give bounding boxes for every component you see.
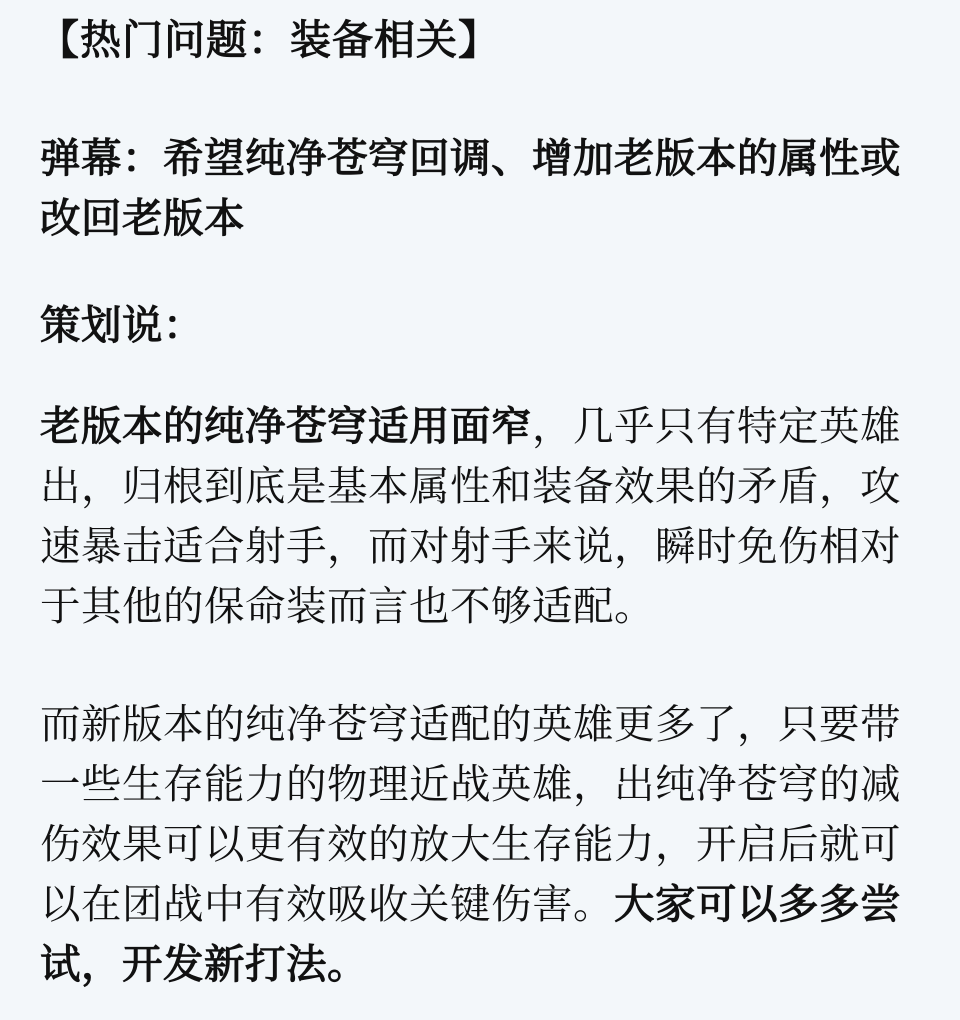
answer-paragraph-2 — [40, 694, 922, 994]
answer-bold-lead: 老版本的纯净苍穹适用面窄 — [40, 402, 532, 450]
answer-text: ，几乎只有特定英雄出，归根到底是基本属性和装备效果的矛盾，攻速暴击适合射手，而对射手来说，瞬时免伤相对于其他的保命装而言也不够适配。 — [40, 402, 901, 630]
answer-text-2: 而新版本的纯净苍穹适配的英雄更多了，只要带一些生存能力的物理近战英雄，出纯净苍穹的减伤效果可以更有效的放大生存能力，开启后就可以在团战中有效吸收关键伤害。 — [40, 700, 901, 928]
danmu-question: 弹幕：希望纯净苍穹回调、增加老版本的属性或改回老版本 — [40, 134, 901, 242]
planner-label: 策划说： — [40, 301, 204, 349]
answer-bold-tail: 大家可以多多尝试，开发新打法。 — [40, 880, 901, 988]
section-heading: 【热门问题：装备相关】 — [38, 16, 500, 64]
answer-paragraph-1 — [40, 396, 922, 636]
